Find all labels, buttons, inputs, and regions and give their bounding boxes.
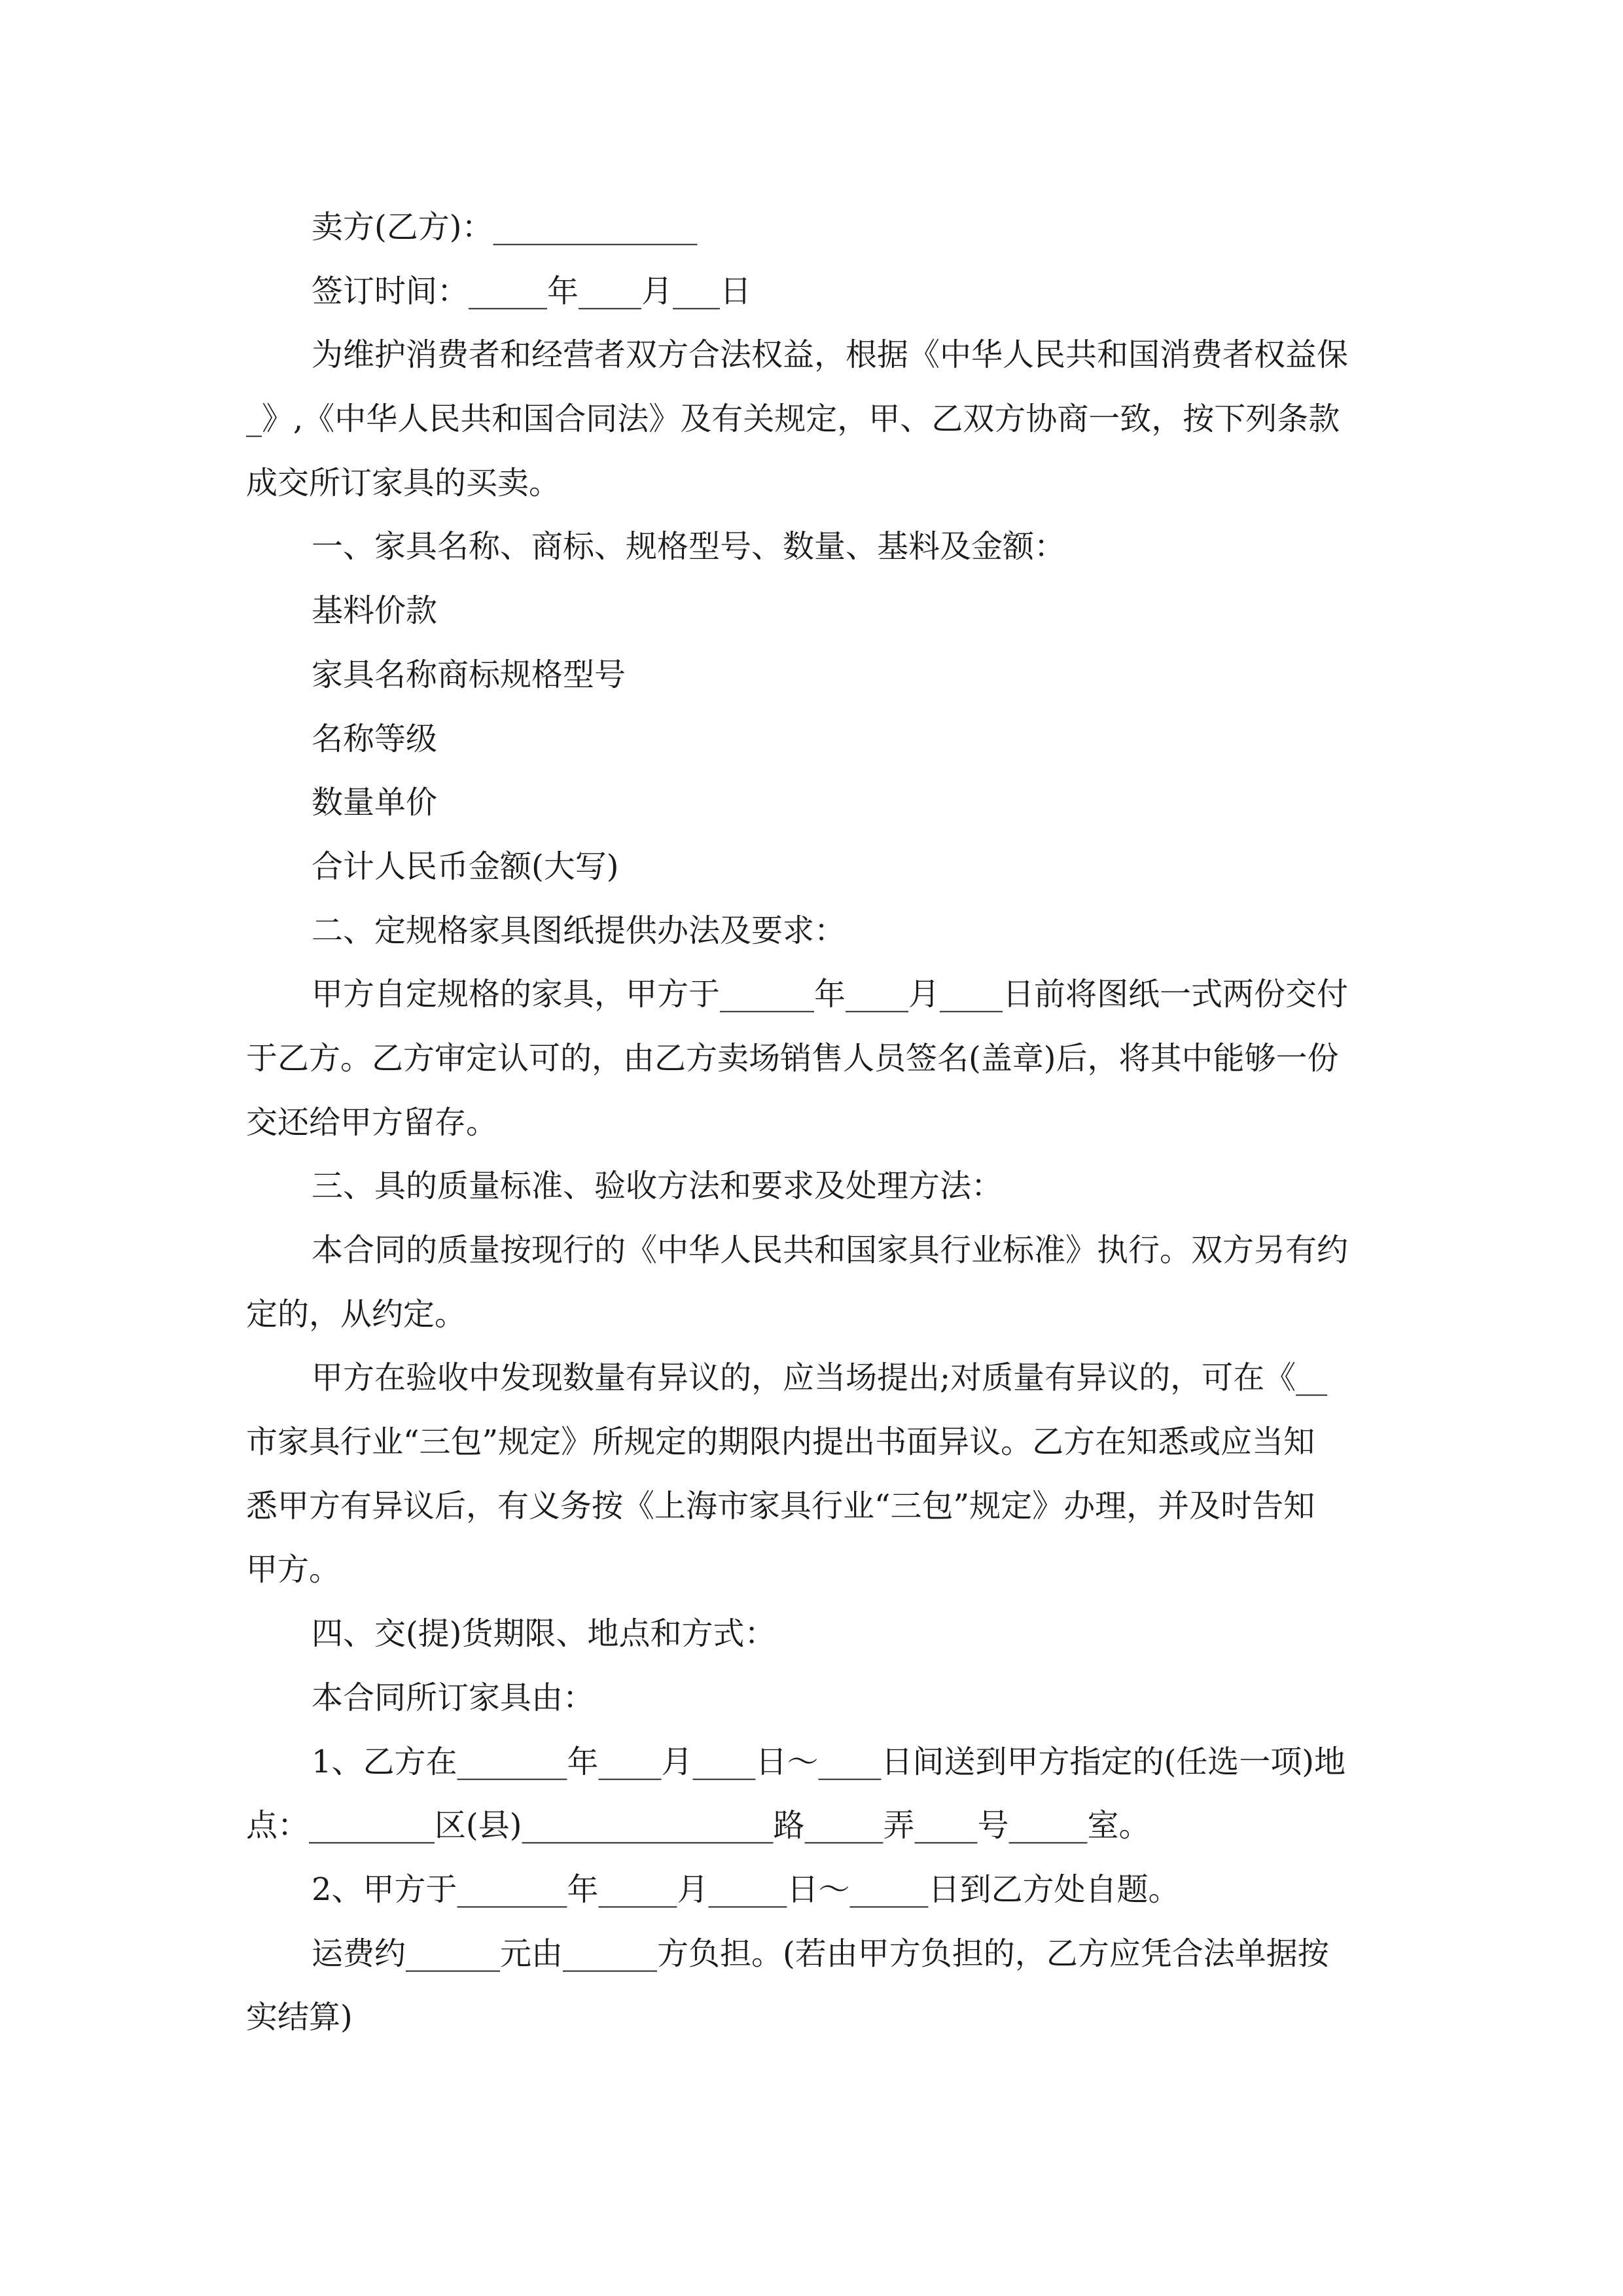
paragraph-line: 本合同的质量按现行的《中华人民共和国家具行业标准》执行。双方另有约 [312, 1232, 1349, 1268]
paragraph-line: 运费约______元由______方负担。(若由甲方负担的，乙方应凭合法单据按 [312, 1935, 1329, 1972]
paragraph-line: 定的，从约定。 [246, 1295, 467, 1333]
paragraph-line: 成交所订家具的买卖。 [246, 464, 561, 501]
paragraph-line: 1、乙方在_______年____月____日～____日间送到甲方指定的(任选一项)地 [312, 1743, 1346, 1780]
signing-date-line: 签订时间：_____年____月___日 [312, 272, 752, 310]
paragraph-line: 甲方。 [246, 1551, 341, 1588]
paragraph-line: 甲方自定规格的家具，甲方于______年____月____日前将图纸一式两份交付 [312, 976, 1349, 1013]
document-body [246, 196, 1378, 2050]
paragraph-line: 悉甲方有异议后，有义务按《上海市家具行业“三包”规定》办理，并及时告知 [246, 1487, 1315, 1524]
list-item: 基料价款 [312, 592, 438, 630]
paragraph-line: _》,《中华人民共和国合同法》及有关规定，甲、乙双方协商一致，按下列条款 [246, 401, 1340, 438]
section-heading: 三、具的质量标准、验收方法和要求及处理方法： [312, 1168, 1003, 1205]
section-heading: 二、定规格家具图纸提供办法及要求： [312, 912, 846, 949]
paragraph-line: 甲方在验收中发现数量有异议的，应当场提出;对质量有异议的，可在《__ [312, 1359, 1328, 1397]
list-item: 数量单价 [312, 784, 438, 821]
paragraph-line: 交还给甲方留存。 [246, 1103, 498, 1141]
paragraph-line: 为维护消费者和经营者双方合法权益，根据《中华人民共和国消费者权益保 [312, 336, 1349, 374]
section-heading: 一、家具名称、商标、规格型号、数量、基料及金额： [312, 528, 1066, 565]
seller-line: 卖方(乙方)：_____________ [312, 209, 698, 245]
paragraph-line: 于乙方。乙方审定认可的，由乙方卖场销售人员签名(盖章)后，将其中能够一份 [246, 1039, 1339, 1077]
paragraph-line: 实结算) [246, 1999, 353, 2036]
paragraph-line: 点：________区(县)________________路_____弄____号_____室。 [246, 1807, 1150, 1844]
list-item: 家具名称商标规格型号 [312, 656, 626, 693]
list-item: 名称等级 [312, 720, 438, 757]
section-heading: 四、交(提)货期限、地点和方式： [312, 1615, 776, 1653]
list-item: 合计人民币金额(大写) [312, 848, 619, 885]
paragraph-line: 市家具行业“三包”规定》所规定的期限内提出书面异议。乙方在知悉或应当知 [246, 1424, 1315, 1461]
paragraph-line: 本合同所订家具由： [312, 1679, 595, 1716]
paragraph-line: 2、甲方于_______年_____月_____日～_____日到乙方处自题。 [312, 1871, 1180, 1908]
